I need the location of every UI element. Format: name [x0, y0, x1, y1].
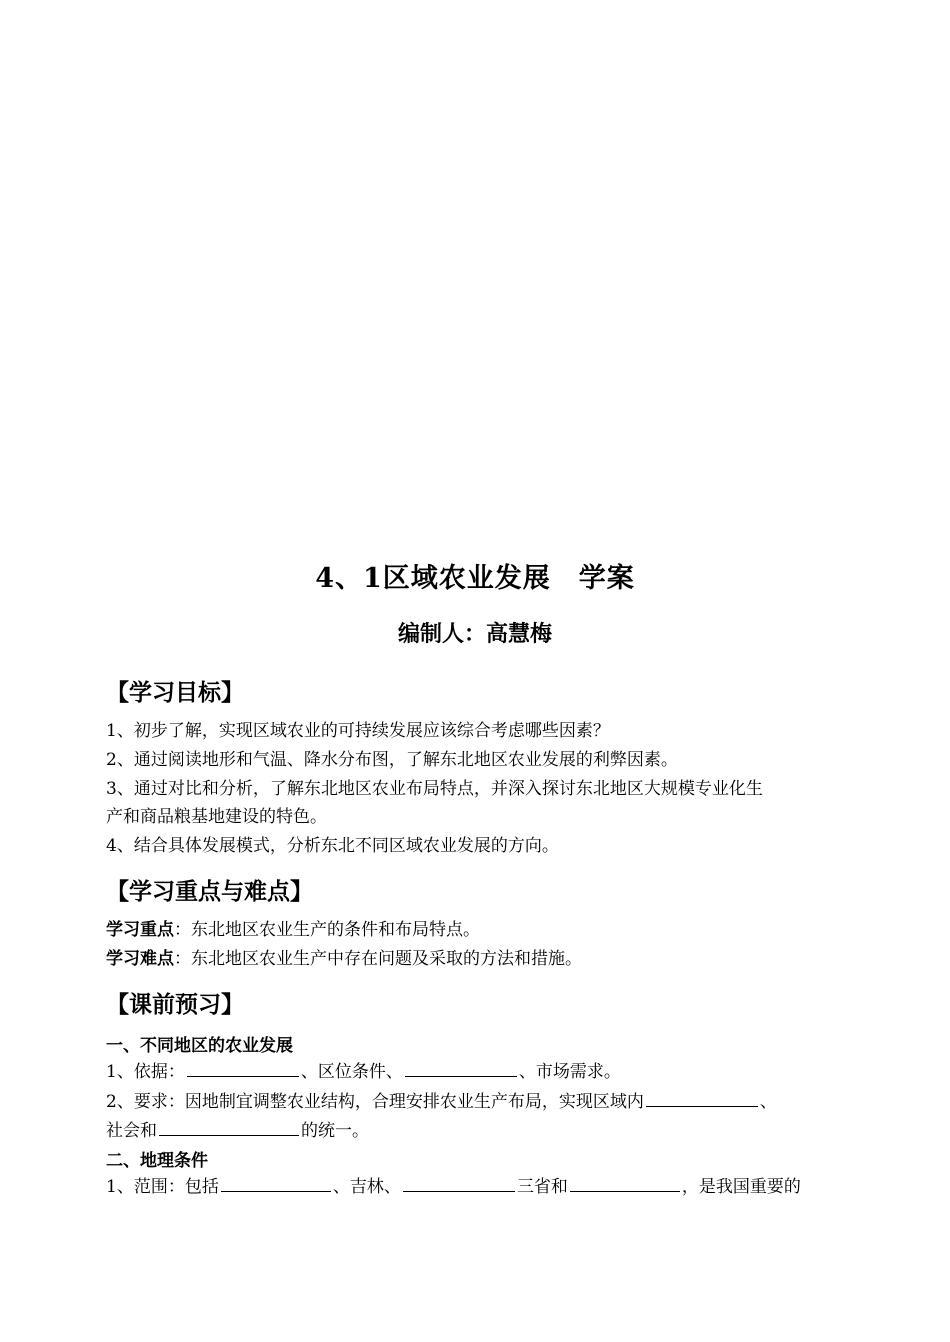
preview-heading: 【课前预习】 [106, 992, 244, 1018]
blank-scope-1[interactable] [221, 1173, 331, 1192]
basis-label: 1、依据： [106, 1062, 185, 1082]
objective-item-4: 4、结合具体发展模式，分析东北不同区域农业发展的方向。 [106, 836, 559, 856]
key-difficulty-text: ：东北地区农业生产中存在问题及采取的方法和措施。 [174, 949, 582, 969]
preview-line-requirement [106, 1088, 851, 1116]
scope-mid1: 、吉林、 [332, 1177, 401, 1197]
basis-mid: 、区位条件、 [300, 1062, 403, 1082]
preview-line-requirement-cont [106, 1117, 851, 1145]
blank-requirement-2[interactable] [159, 1117, 299, 1136]
scope-end: ，是我国重要的 [681, 1177, 801, 1197]
requirement-cont-b: 的统一。 [301, 1121, 369, 1141]
key-difficulty-line [106, 945, 851, 973]
key-points-heading: 【学习重点与难点】 [106, 879, 313, 905]
scope-label: 1、范围：包括 [106, 1177, 219, 1197]
document-title: 4、1区域农业发展 学案 [315, 563, 635, 594]
objective-item-3-cont: 产和商品粮基地建设的特色。 [106, 807, 327, 827]
blank-scope-3[interactable] [570, 1173, 680, 1192]
blank-basis-2[interactable] [405, 1058, 517, 1077]
key-difficulty-label: 学习难点 [106, 949, 174, 969]
requirement-text: 2、要求：因地制宜调整农业结构，合理安排农业生产布局，实现区域内 [106, 1092, 644, 1112]
blank-natural-conditions[interactable] [187, 1058, 299, 1077]
key-focus-label: 学习重点 [106, 920, 174, 940]
objective-item-1: 1、初步了解，实现区域农业的可持续发展应该综合考虑哪些因素？ [106, 721, 610, 741]
requirement-cont-a: 社会和 [106, 1121, 157, 1141]
preview-part2-title: 二、地理条件 [106, 1151, 208, 1171]
objectives-heading: 【学习目标】 [106, 680, 244, 706]
preview-part1-title: 一、不同地区的农业发展 [106, 1036, 293, 1056]
basis-end: 、市场需求。 [518, 1062, 621, 1082]
objective-item-2: 2、通过阅读地形和气温、降水分布图，了解东北地区农业发展的利弊因素。 [106, 750, 678, 770]
requirement-sep: 、 [759, 1092, 777, 1112]
objective-item-3: 3、通过对比和分析，了解东北地区农业布局特点，并深入探讨东北地区大规模专业化生 [106, 779, 763, 799]
preview-line-scope [106, 1173, 851, 1201]
scope-mid2: 三省和 [516, 1177, 568, 1197]
preview-line-basis [106, 1058, 851, 1086]
key-focus-text: ：东北地区农业生产的条件和布局特点。 [174, 920, 480, 940]
blank-requirement-1[interactable] [646, 1088, 758, 1107]
key-focus-line [106, 916, 851, 944]
blank-scope-2[interactable] [403, 1173, 515, 1192]
document-author: 编制人：高慧梅 [397, 621, 552, 647]
